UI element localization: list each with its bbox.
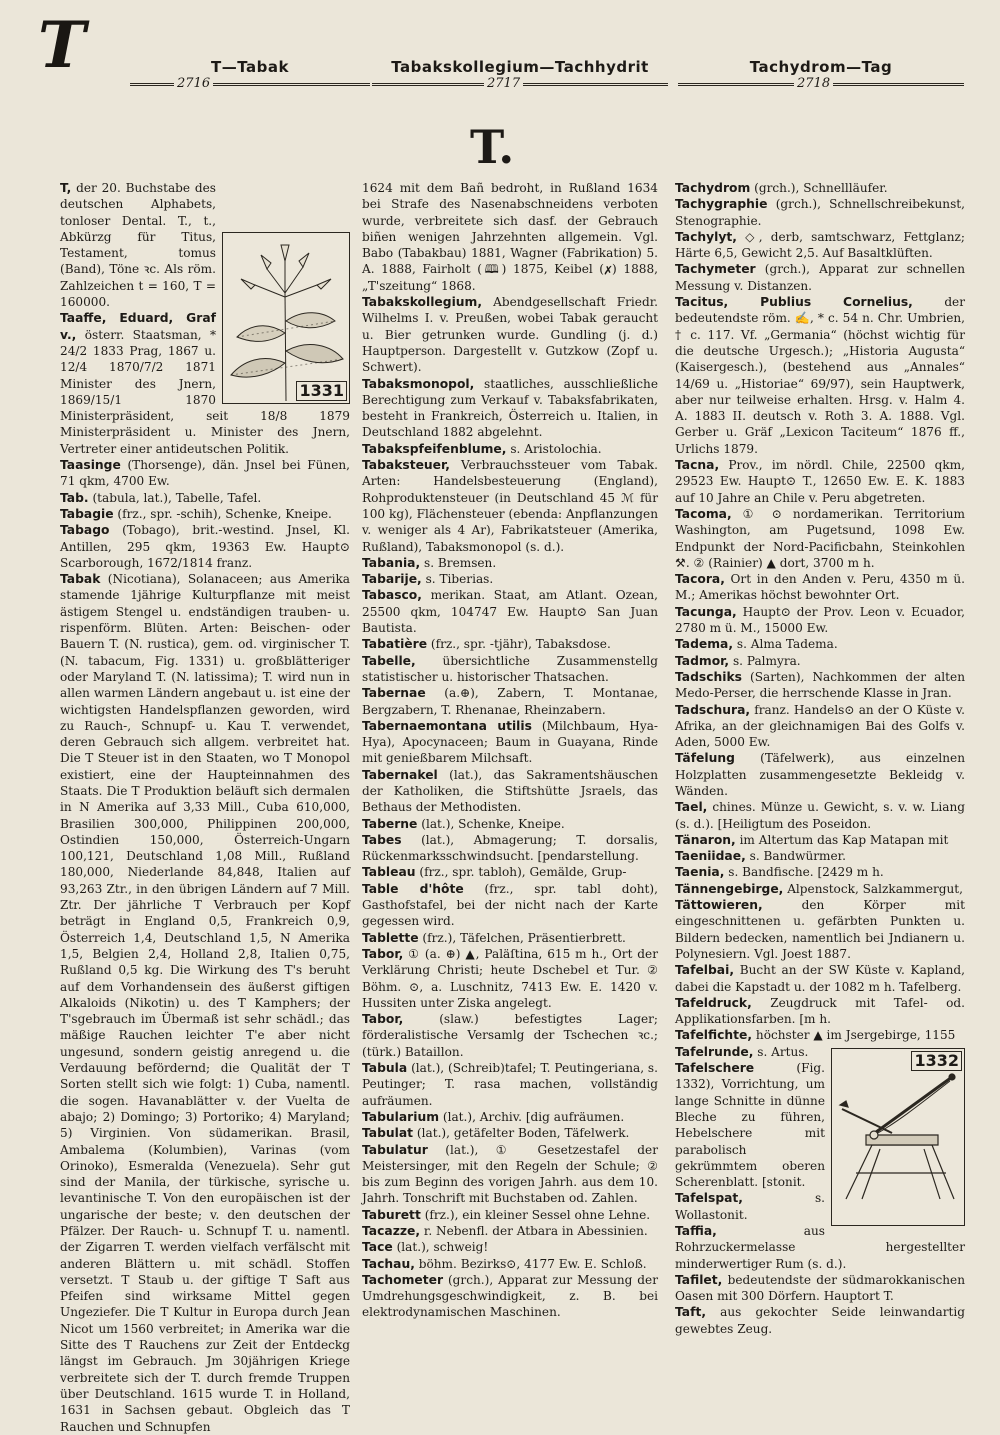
entry xyxy=(675,1027,965,1043)
entry xyxy=(675,1304,965,1337)
entry xyxy=(362,555,658,571)
entry-text: (lat.), Schenke, Kneipe. xyxy=(421,816,565,831)
entry-headword: Tafelbai, xyxy=(675,963,734,978)
entry-headword: Taffia, xyxy=(675,1224,717,1238)
entry-headword: Tachometer xyxy=(362,1272,444,1287)
entry xyxy=(362,441,658,457)
entry xyxy=(60,457,350,490)
entry-headword: Tael, xyxy=(675,800,708,815)
entry-text: r. Nebenfl. der Atbara in Abessinien. xyxy=(423,1224,648,1238)
entry-headword: Taaffe, Eduard, Graf v., xyxy=(60,311,216,342)
entry xyxy=(362,180,658,294)
entry-text: (Thorsenge), dän. Jnsel bei Fünen, 71 qkm, 4700 Ew. xyxy=(60,458,350,489)
entry-text: (frz., spr. -schih), Schenke, Kneipe. xyxy=(117,506,332,521)
entry-headword: Tabakskollegium, xyxy=(362,295,483,310)
header-col2 xyxy=(372,58,668,98)
entry xyxy=(675,848,965,864)
entry-headword: Tachydrom xyxy=(675,181,751,195)
entry xyxy=(362,685,658,718)
entry xyxy=(362,881,658,930)
entry-headword: Tabaksmonopol, xyxy=(362,376,475,391)
entry xyxy=(362,718,658,767)
entry-headword: Tadema, xyxy=(675,637,734,652)
entry xyxy=(362,946,658,1011)
entry-text: der 20. Buchstabe des deutschen Alphabets, tonloser Dental. T., t., Abkürzg für Titus, Testament, tomus (Band), Töne ꝛc. Als röm. Zahlzeichen t = 160, T = 160000. xyxy=(60,181,216,310)
entry xyxy=(362,1011,658,1060)
entry-headword: Tachymeter xyxy=(675,262,756,277)
entry-text: Abendgesellschaft Friedr. Wilhelms I. v. Preußen, wobei Tabak geraucht u. Bier getrunken wurde. Gundling (j. d.) Hauptperson. Dargestellt v. Gutzkow (Zopf u. Schwert). xyxy=(362,295,658,375)
entry-text: (lat.), (Schreib)tafel; T. Peutingeriana, s. Peutinger; T. rasa machen, vollständig aufräumen. xyxy=(362,1061,658,1108)
entry xyxy=(675,995,965,1028)
entry-text: höchster ▲ im Jsergebirge, 1155 xyxy=(755,1028,956,1043)
entry xyxy=(675,669,965,702)
entry-text: staatliches, ausschließliche Berechtigung zum Verkauf v. Tabaksfabrikaten, besteht in Frankreich, Österreich u. Italien, in Deutschland 1882 abgelehnt. xyxy=(362,376,658,440)
entry xyxy=(60,490,350,506)
entry xyxy=(675,897,965,962)
entry xyxy=(675,196,965,229)
entry-text: Prov., im nördl. Chile, 22500 qkm, 29523 Ew. Haupt⊙ T., 12650 Ew. E. K. 1883 auf 10 Jahre an Chile v. Peru abgetreten. xyxy=(675,458,965,505)
entry xyxy=(60,522,350,571)
entry-headword: Tabania, xyxy=(362,555,421,570)
entry-text: Verbrauchssteuer vom Tabak. Arten: Handelsbesteuerung (England), Rohproduktensteuer (in Deutschland 45 ℳ für 100 kg), Flächensteuer (ebenda: Anpflanzungen v. weniger als 4 Ar), Fabrikatsteuer (Amerika, Rußland), Tabaksmonopol (s. d.). xyxy=(362,458,658,554)
entry-headword: Tabula xyxy=(362,1061,408,1076)
entry-text: (lat.), schweig! xyxy=(396,1240,489,1255)
entry-text: (Nicotiana), Solanaceen; aus Amerika stamende 1jährige Kulturpflanze mit meist ästigem Stengel u. endständigen trauben- u. rispenförm. Blüten. Arten: Beischen- oder Bauern T. (N. rustica), gem. od. virginischer T. (N. tabacum, Fig. 1331) u. großblätteriger oder Maryland T. (N. latissima); T. wird nun in allen warmen Ländern angebaut u. ist eine der wichtigsten Handelspflanzen geworden, wird zu Rauch-, Schnupf- u. Kau T. verwendet, deren Gebrauch sich allgem. verbreitet hat. Die T Steuer ist in den Staaten, wo T Monopol existiert, eine der Haupteinnahmen des Staats. Die T Produktion beläuft sich dermalen in N Amerika auf 3,33 Mill., Cuba 610,000, Brasilien 300,000, Philippinen 200,000, Ostindien 150,000, Österreich-Ungarn 100,121, Deutschland 1,08 Mill., Rußland 180,000, Niederlande 84,848, Italien auf 93,263 Ztr., in den übrigen Ländern auf 7 Mill. Ztr. Der jährliche T Verbrauch per Kopf beträgt in England 0,5, Frankreich 0,9, Österreich 1,4, Deutschland 1,5, N Amerika 1,5, Belgien 2,4, Holland 2,8, Italien 0,75, Rußland 0,5 kg. Die Wirkung des T's beruht auf dem Vorhandensein des äußerst giftigen Alkaloids (Nikotin) u. des T Kamphers; der T'sgebrauch im Übermaß ist sehr schädl.; das mäßige Rauchen leichter T'e aber nicht ungesund, sondern geistig anregend u. die Verdauung befördernd; die Qualität der T Sorten stellt sich wie folgt: 1) Cuba, namentl. die sogen. Havanablätter v. der Vuelta de abajo; 2) Domingo; 3) Portoriko; 4) Maryland; 5) Virginien. Von südamerikan. Brasil, Ambalema (Kolumbien), Varinas (vom Orinoko), Esmeralda (Venezuela). Sehr gut sind der Manila, der türkische, syrische u. levantinische T. Von den europäischen ist der ungarische der beste; v. den deutschen der Pfälzer. Der Rauch- u. Schnupf T. u. namentl. der Zigarren T. werden vielfach verfälscht mit anderen Blättern u. mit schädl. Stoffen versetzt. T Staub u. der giftige T Saft aus Pfeifen sind wirksame Mittel gegen Ungeziefer. Die T Kultur in Europa durch Jean Nicot um 1560 verbreitet; in Amerika war die Sitte des T Rauchens zur Zeit der Entdeckg längst im Gebrauch. Jm 30jährigen Kriege verbreitete sich der T. durch fremde Truppen über Deutschland. 1615 wurde T. in Holland, 1631 in Sachsen gebaut. Obgleich das T Rauchen und Schnupfen xyxy=(60,572,350,1434)
entry-headword: Tabasco, xyxy=(362,588,422,603)
entry-text: Zeugdruck mit Tafel- od. Applikationsfarben. [m h. xyxy=(675,995,965,1027)
entry-headword: Tabago xyxy=(60,523,110,538)
entry-headword: Tänaron, xyxy=(675,832,736,847)
entry-text: (lat.), Archiv. [dig aufräumen. xyxy=(442,1109,625,1124)
entry-text: Bucht an der SW Küste v. Kapland, dabei die Kapstadt u. der 1082 m h. Tafelberg. xyxy=(675,963,965,994)
entry xyxy=(362,864,658,880)
entry-text: (Tobago), brit.-westind. Jnsel, Kl. Antillen, 295 qkm, 19363 Ew. Haupt⊙ Scarborough, 1672/1814 franz. xyxy=(60,523,350,570)
entry-headword: Tadschura, xyxy=(675,702,751,717)
entry-text: (lat.), das Sakramentshäuschen der Katholiken, die Stiftshütte Jsraels, das Bethaus der Methodisten. xyxy=(362,767,658,815)
entry-headword: Tabaksteuer, xyxy=(362,458,450,473)
entry-headword: Tacna, xyxy=(675,458,720,473)
entry-text: bedeutendste der südmarokkanischen Oasen mit 300 Dörfern. Hauptort T. xyxy=(675,1272,965,1304)
entry xyxy=(362,653,658,686)
header-range: T—Tabak xyxy=(211,58,289,76)
entry-headword: Tacunga, xyxy=(675,604,737,619)
entry xyxy=(675,1272,965,1305)
entry-text: (Sarten), Nachkommen der alten Medo-Perser, die herrschende Klasse in Jran. xyxy=(675,669,965,701)
entry-headword: Taft, xyxy=(675,1305,706,1320)
entry-headword: Taeniidae, xyxy=(675,849,746,864)
figure-1332 xyxy=(831,1048,965,1226)
entry-headword: Tachau, xyxy=(362,1256,415,1271)
table-shears-illustration xyxy=(832,1049,964,1225)
entry-headword: Taenia, xyxy=(675,865,725,880)
entry xyxy=(362,636,658,652)
entry xyxy=(675,653,965,669)
entry-text: der bedeutendste röm. ✍, * c. 54 n. Chr. Umbrien, † c. 117. Vf. „Germania“ (höchst wichtig für die deutsche Urgesch.); „Historia Augusta“ (Kaisergesch.), (bestehend aus „Annales“ 14/69 u. „Historiae“ 69/97), sein Hauptwerk, aber nur teilweise erhalten. Hrsg. v. Halm 4. A. 1883 II. deutsch v. Roth 3. A. 1888. Vgl. Gerber u. Gräf „Lexicon Taciteum“ 1876 ff., Urlichs 1879. xyxy=(675,295,965,456)
entry-text: Alpenstock, Salzkammergut, xyxy=(787,881,964,896)
entry-headword: Tachygraphie xyxy=(675,197,768,212)
entry-headword: Tacazze, xyxy=(362,1224,421,1238)
entry-text: (frz.), Täfelchen, Präsentierbrett. xyxy=(422,930,626,945)
entry xyxy=(362,294,658,375)
entry-text: (Fig. 1332), Vorrichtung, um lange Schnitte in dünne Bleche zu führen, Hebelschere mit parabolisch gekrümmtem oberen Scherenblatt. [stonit. xyxy=(675,1061,825,1190)
entry-headword: Tafelspat, xyxy=(675,1191,743,1206)
header-range: Tabakskollegium—Tachhydrit xyxy=(391,58,649,76)
entry-text: Ort in den Anden v. Peru, 4350 m ü. M.; Amerikas höchst bewohnter Ort. xyxy=(675,572,965,603)
entry-text: aus gekochter Seide leinwandartig gewebtes Zeug. xyxy=(675,1305,965,1336)
entry-text: (frz., spr. tabloh), Gemälde, Grup- xyxy=(419,865,627,880)
header-rule xyxy=(130,83,370,86)
entry-headword: Tabes xyxy=(362,832,402,847)
entry-headword: Tabor, xyxy=(362,946,404,961)
entry xyxy=(675,864,965,880)
entry xyxy=(675,636,965,652)
entry xyxy=(362,1142,658,1207)
entry xyxy=(362,1060,658,1109)
entry-headword: Tabarije, xyxy=(362,572,422,587)
entry xyxy=(675,506,965,571)
entry-headword: Tachylyt, xyxy=(675,229,737,244)
entry-text: s. Bandfische. [2429 m h. xyxy=(728,865,884,880)
entry-headword: Tafelfichte, xyxy=(675,1028,753,1043)
entry-text: (grch.), Schnellschreibekunst, Stenographie. xyxy=(675,197,965,228)
entry-text: s. Artus. xyxy=(757,1044,809,1059)
column-3 xyxy=(675,180,965,1336)
entry-text: s. Tiberias. xyxy=(425,572,494,587)
page-number: 2716 xyxy=(174,76,213,91)
entry xyxy=(362,1256,658,1272)
entry-text: (a.⊕), Zabern, T. Montanae, Bergzabern, T. Rhenanae, Rheinzabern. xyxy=(362,686,658,717)
entry-headword: Tännengebirge, xyxy=(675,881,784,896)
entry-text: s. Bremsen. xyxy=(424,555,497,570)
entry-text: (slaw.) befestigtes Lager; förderalistische Versamlg der Tschechen ꝛc.; (türk.) Bataillon. xyxy=(362,1012,658,1059)
entry xyxy=(60,506,350,522)
entry-text: ◇, derb, samtschwarz, Fettglanz; Härte 6,5, Gewicht 2,5. Auf Basaltklüften. xyxy=(675,229,965,261)
entry-text: (Milchbaum, Hya-Hya), Apocynaceen; Baum in Guayana, Rinde mit genießbarem Milchsaft. xyxy=(362,718,658,766)
entry xyxy=(675,229,965,262)
entry-text: (lat.), getäfelter Boden, Täfelwerk. xyxy=(416,1126,630,1141)
entry-headword: Taasinge xyxy=(60,458,121,473)
entry-text: österr. Staatsman, * 24/2 1833 Prag, 1867 u. 12/4 1870/7/2 1871 Minister des Jnern, 1869/15/1 1870 Ministerpräsident, seit 18/8 1879 Ministerpräsident u. Minister des Jnern, Vertreter einer antideutschen Politik. xyxy=(60,327,350,456)
section-heading: T. xyxy=(470,120,515,174)
entry xyxy=(362,1272,658,1321)
entry-text: s. Palmyra. xyxy=(732,653,801,668)
entry-text: (frz., spr. -tjähr), Tabaksdose. xyxy=(430,637,611,652)
page-number: 2718 xyxy=(794,76,833,91)
entry-headword: Tabakspfeifenblume, xyxy=(362,441,507,456)
figure-number: 1331 xyxy=(296,381,347,401)
entry-headword: T, xyxy=(60,181,72,195)
entry-text: aus Rohrzuckermelasse hergestellter minderwertiger Rum (s. d.). xyxy=(675,1224,965,1271)
entry-headword: Tafeldruck, xyxy=(675,995,752,1010)
entry-text: Haupt⊙ der Prov. Leon v. Ecuador, 2780 m ü. M., 15000 Ew. xyxy=(675,604,965,636)
entry xyxy=(362,1207,658,1223)
entry-headword: Tacoma, xyxy=(675,506,732,521)
entry-text: chines. Münze u. Gewicht, s. v. w. Liang (s. d.). [Heiligtum des Poseidon. xyxy=(675,800,965,831)
entry xyxy=(362,930,658,946)
entry-headword: Tableau xyxy=(362,865,416,880)
entry xyxy=(362,1223,658,1239)
entry-headword: Taburett xyxy=(362,1207,421,1222)
entry-text: (tabula, lat.), Tabelle, Tafel. xyxy=(92,490,262,505)
entry-text: im Altertum das Kap Matapan mit xyxy=(739,832,949,847)
entry-headword: Tabagie xyxy=(60,506,114,521)
entry-headword: Tabor, xyxy=(362,1012,404,1027)
entry xyxy=(675,457,965,506)
header-col1 xyxy=(130,58,370,98)
entry-headword: Tabak xyxy=(60,572,101,587)
entry-text: ① (a. ⊕) ▲, Paläſtina, 615 m h., Ort der Verklärung Christi; heute Dschebel et Tur. ② Böhm. ⊙, a. Luschnitz, 7413 Ew. E. 1420 v. Hussiten unter Ziska angelegt. xyxy=(362,946,658,1010)
header-range: Tachydrom—Tag xyxy=(749,58,893,76)
entry xyxy=(362,1125,658,1141)
tobacco-plant-illustration xyxy=(223,233,349,403)
entry-text: s. Aristolochia. xyxy=(510,441,602,456)
entry xyxy=(675,962,965,995)
entry xyxy=(675,702,965,751)
entry-headword: Täfelung xyxy=(675,751,735,766)
entry-headword: Tafilet, xyxy=(675,1272,723,1287)
entry-headword: Tabatière xyxy=(362,637,428,652)
entry xyxy=(60,571,350,1435)
entry-text: den Körper mit eingeschnittenen u. gefärbten Punkten u. Bildern bedecken, namentlich bei Jndianern u. Polynesiern. Vgl. Joest 1887. xyxy=(675,898,965,961)
entry-text: (lat.), Abmagerung; T. dorsalis, Rückenmarksschwindsucht. [pendarstellung. xyxy=(362,832,658,864)
entry-headword: Tabulatur xyxy=(362,1142,428,1157)
entry xyxy=(675,750,965,799)
entry xyxy=(675,294,965,457)
entry xyxy=(362,376,658,441)
entry-text: (grch.), Schnellläufer. xyxy=(754,181,888,195)
entry xyxy=(362,1109,658,1125)
entry-text: (lat.), ① Gesetzestafel der Meistersinger, mit den Regeln der Schule; ② bis zum Beginn des vorigen Jahrh. aus dem 10. Jahrh. Tonschrift mit Buchstaben od. Zahlen. xyxy=(362,1142,658,1206)
entry-headword: Tabernaemontana utilis xyxy=(362,718,532,733)
entry xyxy=(675,261,965,294)
entry xyxy=(362,571,658,587)
entry-headword: Tättowieren, xyxy=(675,898,763,913)
header-col3 xyxy=(678,58,964,98)
entry xyxy=(362,832,658,865)
entry-text: (grch.), Apparat zur Messung der Umdrehungsgeschwindigkeit, z. B. bei elektrodynamischen Maschinen. xyxy=(362,1272,658,1320)
entry-text: merikan. Staat, am Atlant. Ozean, 25500 qkm, 104747 Ew. Haupt⊙ San Juan Bautista. xyxy=(362,588,658,636)
entry-headword: Tacora, xyxy=(675,572,725,587)
entry-headword: Tadschiks xyxy=(675,669,742,684)
entry xyxy=(675,832,965,848)
entry-headword: Tablette xyxy=(362,930,419,945)
figure-1331 xyxy=(222,232,350,404)
entry xyxy=(675,604,965,637)
entry xyxy=(362,816,658,832)
entry-headword: Tacitus, Publius Cornelius, xyxy=(675,295,913,310)
entry xyxy=(362,587,658,636)
entry-headword: Tafelschere xyxy=(675,1061,755,1076)
entry xyxy=(675,881,965,897)
entry-headword: Tabularium xyxy=(362,1109,440,1124)
entry-text: s. Wollastonit. xyxy=(675,1191,825,1222)
entry-headword: Tabernae xyxy=(362,686,426,701)
column-2 xyxy=(362,180,658,1320)
entry-headword: Tafelrunde, xyxy=(675,1044,754,1059)
entry-text: (frz., spr. tabl doht), Gasthofstafel, bei der nicht nach der Karte gegessen wird. xyxy=(362,881,658,929)
entry xyxy=(675,799,965,832)
page-letter: T xyxy=(38,8,86,83)
entry-headword: Taberne xyxy=(362,816,418,831)
entry-text: böhm. Bezirks⊙, 4177 Ew. E. Schloß. xyxy=(418,1256,647,1271)
entry-headword: Tadmor, xyxy=(675,653,730,668)
entry-text: übersichtliche Zusammenstellg statistischer u. historischer Thatsachen. xyxy=(362,653,658,684)
entry-text: (grch.), Apparat zur schnellen Messung v. Distanzen. xyxy=(675,262,965,293)
column-1 xyxy=(60,180,350,1434)
entry-headword: Tace xyxy=(362,1240,393,1255)
figure-number: 1332 xyxy=(911,1051,962,1071)
entry xyxy=(675,1223,965,1272)
page-number: 2717 xyxy=(484,76,523,91)
entry-text: s. Alma Tadema. xyxy=(736,637,838,652)
entry xyxy=(362,457,658,555)
entry-text: (Täfelwerk), aus einzelnen Holzplatten zusammengesetzte Bekleidg v. Wänden. xyxy=(675,751,965,798)
entry-headword: Tabelle, xyxy=(362,653,416,668)
entry-headword: Tabernakel xyxy=(362,767,438,782)
entry-text: s. Bandwürmer. xyxy=(749,849,846,864)
entry-headword: Tab. xyxy=(60,490,89,505)
entry-headword: Tabulat xyxy=(362,1126,414,1141)
entry xyxy=(362,1239,658,1255)
entry xyxy=(675,571,965,604)
entry-headword: Table d'hôte xyxy=(362,881,464,896)
entry-text: 1624 mit dem Bañ bedroht, in Rußland 1634 bei Strafe des Nasenabschneidens verboten wurde, verbreitete sich dasf. der Gebrauch biñen wenigen Jahrzehnten allgemein. Vgl. Babo (Tabakbau) 1881, Wagner (Fabrikation) 5. A. 1888, Fairholt (🕮) 1875, Keibel (✗) 1888, „T'szeitung“ 1868. xyxy=(362,181,658,293)
entry xyxy=(362,767,658,816)
entry-text: ① ⊙ nordamerikan. Territorium Washington, am Pugetsund, 1098 Ew. Endpunkt der Nord-Pacificbahn, Steinkohlen ⚒. ② (Rainier) ▲ dort, 3700 m h. xyxy=(675,506,965,570)
entry-text: (frz.), ein kleiner Sessel ohne Lehne. xyxy=(424,1207,651,1222)
entry-text: franz. Handels⊙ an der O Küste v. Afrika, an der gleichnamigen Bai des Golfs v. Aden, 5000 Ew. xyxy=(675,702,965,750)
entry xyxy=(675,180,965,196)
